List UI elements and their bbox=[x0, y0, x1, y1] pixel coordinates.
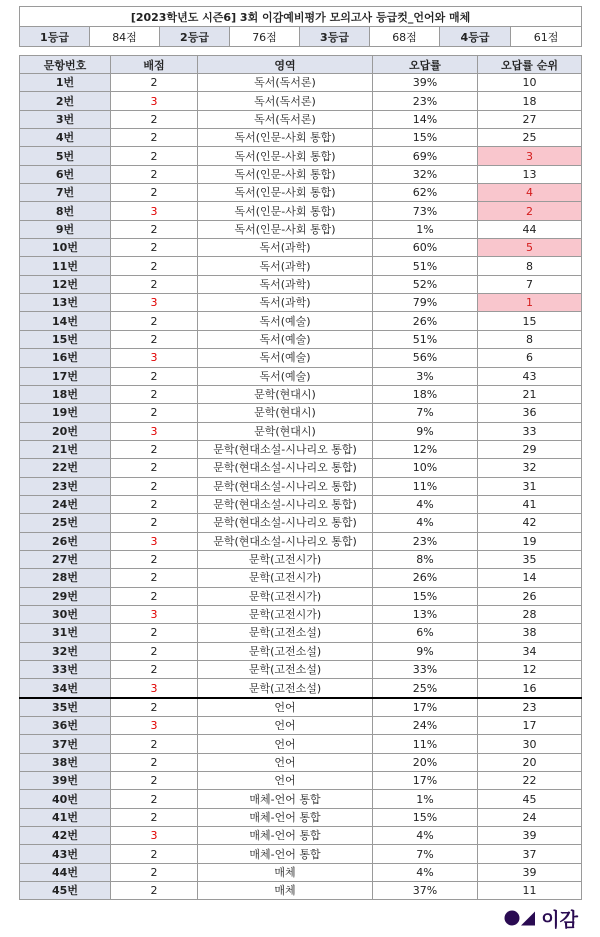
area-cell: 매체-언어 통합 bbox=[198, 790, 373, 808]
footer-logo bbox=[504, 906, 578, 930]
error-rate-cell: 4% bbox=[373, 514, 478, 532]
area-cell: 언어 bbox=[198, 735, 373, 753]
area-cell: 매체-언어 통합 bbox=[198, 845, 373, 863]
question-number: 19번 bbox=[20, 404, 111, 422]
page-title: [2023학년도 시즌6] 3회 이감예비평가 모의고사 등급컷_언어와 매체 bbox=[20, 7, 582, 27]
grade-label: 1등급 bbox=[20, 27, 90, 47]
error-rank-cell: 32 bbox=[478, 459, 582, 477]
area-cell: 독서(예술) bbox=[198, 367, 373, 385]
score-cell: 2 bbox=[111, 110, 198, 128]
area-cell: 문학(현대시) bbox=[198, 404, 373, 422]
question-number: 22번 bbox=[20, 459, 111, 477]
score-cell: 2 bbox=[111, 275, 198, 293]
error-rank-cell: 27 bbox=[478, 110, 582, 128]
area-cell: 문학(고전시가) bbox=[198, 605, 373, 623]
grade-value: 84점 bbox=[90, 27, 160, 47]
question-number: 38번 bbox=[20, 753, 111, 771]
area-cell: 매체-언어 통합 bbox=[198, 808, 373, 826]
error-rank-cell: 19 bbox=[478, 532, 582, 550]
error-rank-cell: 31 bbox=[478, 477, 582, 495]
error-rank-cell: 16 bbox=[478, 679, 582, 698]
question-number: 29번 bbox=[20, 587, 111, 605]
question-number: 11번 bbox=[20, 257, 111, 275]
grade-value: 61점 bbox=[511, 27, 582, 47]
error-rate-cell: 17% bbox=[373, 698, 478, 717]
score-cell: 2 bbox=[111, 129, 198, 147]
grade-cut-sheet bbox=[19, 6, 581, 900]
error-rank-cell: 14 bbox=[478, 569, 582, 587]
table-row bbox=[20, 257, 582, 275]
question-number: 3번 bbox=[20, 110, 111, 128]
area-cell: 문학(고전소설) bbox=[198, 661, 373, 679]
table-row bbox=[20, 367, 582, 385]
table-row bbox=[20, 275, 582, 293]
table-row bbox=[20, 330, 582, 348]
error-rate-cell: 15% bbox=[373, 129, 478, 147]
error-rank-cell: 12 bbox=[478, 661, 582, 679]
question-number: 16번 bbox=[20, 349, 111, 367]
score-cell: 2 bbox=[111, 642, 198, 660]
header-error-rate: 오답률 bbox=[373, 56, 478, 74]
header-score: 배점 bbox=[111, 56, 198, 74]
question-number: 10번 bbox=[20, 239, 111, 257]
table-row bbox=[20, 569, 582, 587]
question-number: 1번 bbox=[20, 74, 111, 92]
score-cell: 2 bbox=[111, 882, 198, 900]
error-rate-cell: 37% bbox=[373, 882, 478, 900]
error-rank-cell: 24 bbox=[478, 808, 582, 826]
area-cell: 문학(현대시) bbox=[198, 385, 373, 403]
logo-text: 이감 bbox=[541, 908, 578, 931]
score-cell: 2 bbox=[111, 772, 198, 790]
table-row bbox=[20, 735, 582, 753]
score-cell: 2 bbox=[111, 735, 198, 753]
score-cell: 3 bbox=[111, 827, 198, 845]
score-cell: 2 bbox=[111, 184, 198, 202]
question-number: 37번 bbox=[20, 735, 111, 753]
table-row bbox=[20, 349, 582, 367]
table-row bbox=[20, 679, 582, 698]
error-rank-cell: 38 bbox=[478, 624, 582, 642]
error-rate-cell: 11% bbox=[373, 477, 478, 495]
score-cell: 2 bbox=[111, 624, 198, 642]
error-rate-cell: 24% bbox=[373, 717, 478, 735]
error-rate-cell: 7% bbox=[373, 845, 478, 863]
header-error-rank: 오답률 순위 bbox=[478, 56, 582, 74]
question-number: 27번 bbox=[20, 550, 111, 568]
error-rank-cell: 35 bbox=[478, 550, 582, 568]
error-rate-cell: 32% bbox=[373, 165, 478, 183]
question-number: 17번 bbox=[20, 367, 111, 385]
error-rate-cell: 26% bbox=[373, 312, 478, 330]
question-number: 43번 bbox=[20, 845, 111, 863]
error-rate-cell: 4% bbox=[373, 827, 478, 845]
error-rate-cell: 17% bbox=[373, 772, 478, 790]
table-row bbox=[20, 477, 582, 495]
area-cell: 독서(과학) bbox=[198, 239, 373, 257]
error-rate-cell: 15% bbox=[373, 587, 478, 605]
table-row bbox=[20, 459, 582, 477]
area-cell: 독서(인문-사회 통합) bbox=[198, 184, 373, 202]
grade-label: 4등급 bbox=[440, 27, 511, 47]
table-row bbox=[20, 74, 582, 92]
error-rank-cell: 21 bbox=[478, 385, 582, 403]
area-cell: 독서(독서론) bbox=[198, 92, 373, 110]
error-rank-cell: 15 bbox=[478, 312, 582, 330]
error-rank-cell: 5 bbox=[478, 239, 582, 257]
error-rank-cell: 36 bbox=[478, 404, 582, 422]
area-cell: 독서(인문-사회 통합) bbox=[198, 220, 373, 238]
table-row bbox=[20, 587, 582, 605]
error-rate-cell: 11% bbox=[373, 735, 478, 753]
question-number: 5번 bbox=[20, 147, 111, 165]
score-cell: 2 bbox=[111, 440, 198, 458]
error-rank-cell: 39 bbox=[478, 827, 582, 845]
area-cell: 독서(예술) bbox=[198, 330, 373, 348]
score-cell: 2 bbox=[111, 459, 198, 477]
error-rank-cell: 33 bbox=[478, 422, 582, 440]
question-number: 2번 bbox=[20, 92, 111, 110]
table-row bbox=[20, 147, 582, 165]
score-cell: 3 bbox=[111, 532, 198, 550]
score-cell: 3 bbox=[111, 679, 198, 698]
error-rank-cell: 17 bbox=[478, 717, 582, 735]
table-row bbox=[20, 385, 582, 403]
error-rate-cell: 51% bbox=[373, 330, 478, 348]
score-cell: 2 bbox=[111, 845, 198, 863]
table-row bbox=[20, 753, 582, 771]
question-number: 34번 bbox=[20, 679, 111, 698]
table-row bbox=[20, 772, 582, 790]
question-number: 23번 bbox=[20, 477, 111, 495]
table-row bbox=[20, 642, 582, 660]
header-question-number: 문항번호 bbox=[20, 56, 111, 74]
error-rank-cell: 39 bbox=[478, 863, 582, 881]
table-row bbox=[20, 624, 582, 642]
question-number: 35번 bbox=[20, 698, 111, 717]
score-cell: 2 bbox=[111, 239, 198, 257]
question-number: 44번 bbox=[20, 863, 111, 881]
error-rank-cell: 8 bbox=[478, 330, 582, 348]
table-row bbox=[20, 698, 582, 717]
question-number: 41번 bbox=[20, 808, 111, 826]
question-number: 9번 bbox=[20, 220, 111, 238]
summary-table bbox=[19, 6, 582, 47]
question-number: 21번 bbox=[20, 440, 111, 458]
area-cell: 독서(과학) bbox=[198, 257, 373, 275]
table-row bbox=[20, 532, 582, 550]
score-cell: 3 bbox=[111, 717, 198, 735]
area-cell: 문학(고전시가) bbox=[198, 587, 373, 605]
score-cell: 3 bbox=[111, 92, 198, 110]
grade-label: 3등급 bbox=[300, 27, 370, 47]
table-row bbox=[20, 827, 582, 845]
table-row bbox=[20, 661, 582, 679]
area-cell: 매체 bbox=[198, 863, 373, 881]
error-rank-cell: 25 bbox=[478, 129, 582, 147]
error-rank-cell: 34 bbox=[478, 642, 582, 660]
error-rate-cell: 60% bbox=[373, 239, 478, 257]
error-rank-cell: 18 bbox=[478, 92, 582, 110]
error-rank-cell: 4 bbox=[478, 184, 582, 202]
area-cell: 문학(현대시) bbox=[198, 422, 373, 440]
area-cell: 독서(독서론) bbox=[198, 74, 373, 92]
area-cell: 매체 bbox=[198, 882, 373, 900]
error-rate-cell: 1% bbox=[373, 790, 478, 808]
error-rank-cell: 42 bbox=[478, 514, 582, 532]
question-number: 4번 bbox=[20, 129, 111, 147]
table-row bbox=[20, 239, 582, 257]
grade-label: 2등급 bbox=[160, 27, 230, 47]
question-number: 24번 bbox=[20, 495, 111, 513]
error-rank-cell: 10 bbox=[478, 74, 582, 92]
table-row bbox=[20, 184, 582, 202]
error-rate-cell: 8% bbox=[373, 550, 478, 568]
question-number: 12번 bbox=[20, 275, 111, 293]
table-row bbox=[20, 202, 582, 220]
area-cell: 언어 bbox=[198, 753, 373, 771]
question-number: 7번 bbox=[20, 184, 111, 202]
table-row bbox=[20, 495, 582, 513]
score-cell: 2 bbox=[111, 257, 198, 275]
table-row bbox=[20, 294, 582, 312]
score-cell: 2 bbox=[111, 863, 198, 881]
error-rank-cell: 20 bbox=[478, 753, 582, 771]
area-cell: 문학(고전소설) bbox=[198, 679, 373, 698]
error-rate-cell: 39% bbox=[373, 74, 478, 92]
area-cell: 독서(예술) bbox=[198, 312, 373, 330]
question-number: 45번 bbox=[20, 882, 111, 900]
error-rate-cell: 25% bbox=[373, 679, 478, 698]
table-row bbox=[20, 129, 582, 147]
score-cell: 2 bbox=[111, 404, 198, 422]
score-cell: 3 bbox=[111, 605, 198, 623]
error-rank-cell: 29 bbox=[478, 440, 582, 458]
grade-value: 68점 bbox=[370, 27, 440, 47]
score-cell: 3 bbox=[111, 294, 198, 312]
area-cell: 문학(현대소설-시나리오 통합) bbox=[198, 514, 373, 532]
error-rate-cell: 6% bbox=[373, 624, 478, 642]
area-cell: 언어 bbox=[198, 717, 373, 735]
grade-value: 76점 bbox=[230, 27, 300, 47]
error-rate-cell: 33% bbox=[373, 661, 478, 679]
error-rate-cell: 73% bbox=[373, 202, 478, 220]
table-row bbox=[20, 110, 582, 128]
error-rank-cell: 41 bbox=[478, 495, 582, 513]
question-number: 31번 bbox=[20, 624, 111, 642]
table-row bbox=[20, 165, 582, 183]
area-cell: 문학(현대소설-시나리오 통합) bbox=[198, 459, 373, 477]
area-cell: 독서(예술) bbox=[198, 349, 373, 367]
table-row bbox=[20, 808, 582, 826]
area-cell: 문학(고전소설) bbox=[198, 642, 373, 660]
error-rate-cell: 13% bbox=[373, 605, 478, 623]
error-rate-cell: 4% bbox=[373, 863, 478, 881]
question-number: 40번 bbox=[20, 790, 111, 808]
question-number: 14번 bbox=[20, 312, 111, 330]
score-cell: 2 bbox=[111, 330, 198, 348]
table-row bbox=[20, 514, 582, 532]
area-cell: 독서(인문-사회 통합) bbox=[198, 147, 373, 165]
error-rate-cell: 69% bbox=[373, 147, 478, 165]
error-rank-cell: 45 bbox=[478, 790, 582, 808]
error-rank-cell: 22 bbox=[478, 772, 582, 790]
error-rate-cell: 79% bbox=[373, 294, 478, 312]
question-number: 26번 bbox=[20, 532, 111, 550]
table-header-row bbox=[20, 56, 582, 74]
igam-logo-icon bbox=[504, 910, 536, 926]
question-number: 18번 bbox=[20, 385, 111, 403]
table-row bbox=[20, 845, 582, 863]
error-rate-cell: 62% bbox=[373, 184, 478, 202]
score-cell: 2 bbox=[111, 587, 198, 605]
error-rank-cell: 11 bbox=[478, 882, 582, 900]
table-row bbox=[20, 312, 582, 330]
area-cell: 문학(현대소설-시나리오 통합) bbox=[198, 532, 373, 550]
area-cell: 언어 bbox=[198, 772, 373, 790]
area-cell: 언어 bbox=[198, 698, 373, 717]
error-rate-cell: 20% bbox=[373, 753, 478, 771]
score-cell: 2 bbox=[111, 698, 198, 717]
error-rank-cell: 1 bbox=[478, 294, 582, 312]
error-rank-cell: 2 bbox=[478, 202, 582, 220]
table-row bbox=[20, 717, 582, 735]
score-cell: 2 bbox=[111, 367, 198, 385]
area-cell: 문학(현대소설-시나리오 통합) bbox=[198, 495, 373, 513]
table-row bbox=[20, 440, 582, 458]
table-row bbox=[20, 422, 582, 440]
error-rate-cell: 14% bbox=[373, 110, 478, 128]
error-rate-cell: 56% bbox=[373, 349, 478, 367]
table-row bbox=[20, 790, 582, 808]
area-cell: 문학(현대소설-시나리오 통합) bbox=[198, 477, 373, 495]
error-rank-cell: 3 bbox=[478, 147, 582, 165]
error-rank-cell: 28 bbox=[478, 605, 582, 623]
error-rank-cell: 43 bbox=[478, 367, 582, 385]
question-number: 33번 bbox=[20, 661, 111, 679]
question-number: 36번 bbox=[20, 717, 111, 735]
error-rank-cell: 6 bbox=[478, 349, 582, 367]
header-area: 영역 bbox=[198, 56, 373, 74]
question-number: 20번 bbox=[20, 422, 111, 440]
area-cell: 독서(인문-사회 통합) bbox=[198, 202, 373, 220]
table-row bbox=[20, 863, 582, 881]
error-rate-cell: 7% bbox=[373, 404, 478, 422]
error-rate-cell: 23% bbox=[373, 92, 478, 110]
score-cell: 2 bbox=[111, 495, 198, 513]
grade-cut-row bbox=[20, 27, 582, 47]
error-rank-cell: 13 bbox=[478, 165, 582, 183]
error-rate-cell: 9% bbox=[373, 422, 478, 440]
score-cell: 2 bbox=[111, 790, 198, 808]
error-rate-cell: 3% bbox=[373, 367, 478, 385]
score-cell: 2 bbox=[111, 312, 198, 330]
error-rate-cell: 23% bbox=[373, 532, 478, 550]
score-cell: 2 bbox=[111, 477, 198, 495]
area-cell: 독서(인문-사회 통합) bbox=[198, 129, 373, 147]
error-rate-cell: 4% bbox=[373, 495, 478, 513]
question-number: 39번 bbox=[20, 772, 111, 790]
question-number: 6번 bbox=[20, 165, 111, 183]
question-number: 42번 bbox=[20, 827, 111, 845]
area-cell: 문학(고전시가) bbox=[198, 569, 373, 587]
score-cell: 2 bbox=[111, 165, 198, 183]
question-number: 13번 bbox=[20, 294, 111, 312]
error-rank-cell: 7 bbox=[478, 275, 582, 293]
score-cell: 2 bbox=[111, 147, 198, 165]
question-number: 15번 bbox=[20, 330, 111, 348]
error-rank-cell: 26 bbox=[478, 587, 582, 605]
area-cell: 독서(인문-사회 통합) bbox=[198, 165, 373, 183]
score-cell: 3 bbox=[111, 422, 198, 440]
table-row bbox=[20, 882, 582, 900]
table-row bbox=[20, 404, 582, 422]
area-cell: 독서(독서론) bbox=[198, 110, 373, 128]
question-table bbox=[19, 55, 582, 900]
error-rank-cell: 23 bbox=[478, 698, 582, 717]
question-number: 32번 bbox=[20, 642, 111, 660]
area-cell: 매체-언어 통합 bbox=[198, 827, 373, 845]
table-row bbox=[20, 220, 582, 238]
area-cell: 독서(과학) bbox=[198, 294, 373, 312]
area-cell: 문학(고전소설) bbox=[198, 624, 373, 642]
error-rate-cell: 52% bbox=[373, 275, 478, 293]
score-cell: 2 bbox=[111, 569, 198, 587]
score-cell: 2 bbox=[111, 808, 198, 826]
score-cell: 2 bbox=[111, 220, 198, 238]
score-cell: 2 bbox=[111, 550, 198, 568]
question-number: 28번 bbox=[20, 569, 111, 587]
score-cell: 2 bbox=[111, 74, 198, 92]
score-cell: 2 bbox=[111, 514, 198, 532]
error-rank-cell: 37 bbox=[478, 845, 582, 863]
error-rate-cell: 51% bbox=[373, 257, 478, 275]
score-cell: 3 bbox=[111, 349, 198, 367]
score-cell: 2 bbox=[111, 661, 198, 679]
error-rate-cell: 12% bbox=[373, 440, 478, 458]
table-row bbox=[20, 605, 582, 623]
table-row bbox=[20, 92, 582, 110]
question-number: 30번 bbox=[20, 605, 111, 623]
question-number: 8번 bbox=[20, 202, 111, 220]
error-rank-cell: 30 bbox=[478, 735, 582, 753]
question-number: 25번 bbox=[20, 514, 111, 532]
error-rank-cell: 8 bbox=[478, 257, 582, 275]
error-rate-cell: 9% bbox=[373, 642, 478, 660]
score-cell: 2 bbox=[111, 385, 198, 403]
error-rate-cell: 15% bbox=[373, 808, 478, 826]
area-cell: 독서(과학) bbox=[198, 275, 373, 293]
score-cell: 2 bbox=[111, 753, 198, 771]
error-rate-cell: 18% bbox=[373, 385, 478, 403]
area-cell: 문학(현대소설-시나리오 통합) bbox=[198, 440, 373, 458]
table-row bbox=[20, 550, 582, 568]
error-rate-cell: 1% bbox=[373, 220, 478, 238]
error-rate-cell: 26% bbox=[373, 569, 478, 587]
score-cell: 3 bbox=[111, 202, 198, 220]
error-rank-cell: 44 bbox=[478, 220, 582, 238]
error-rate-cell: 10% bbox=[373, 459, 478, 477]
area-cell: 문학(고전시가) bbox=[198, 550, 373, 568]
